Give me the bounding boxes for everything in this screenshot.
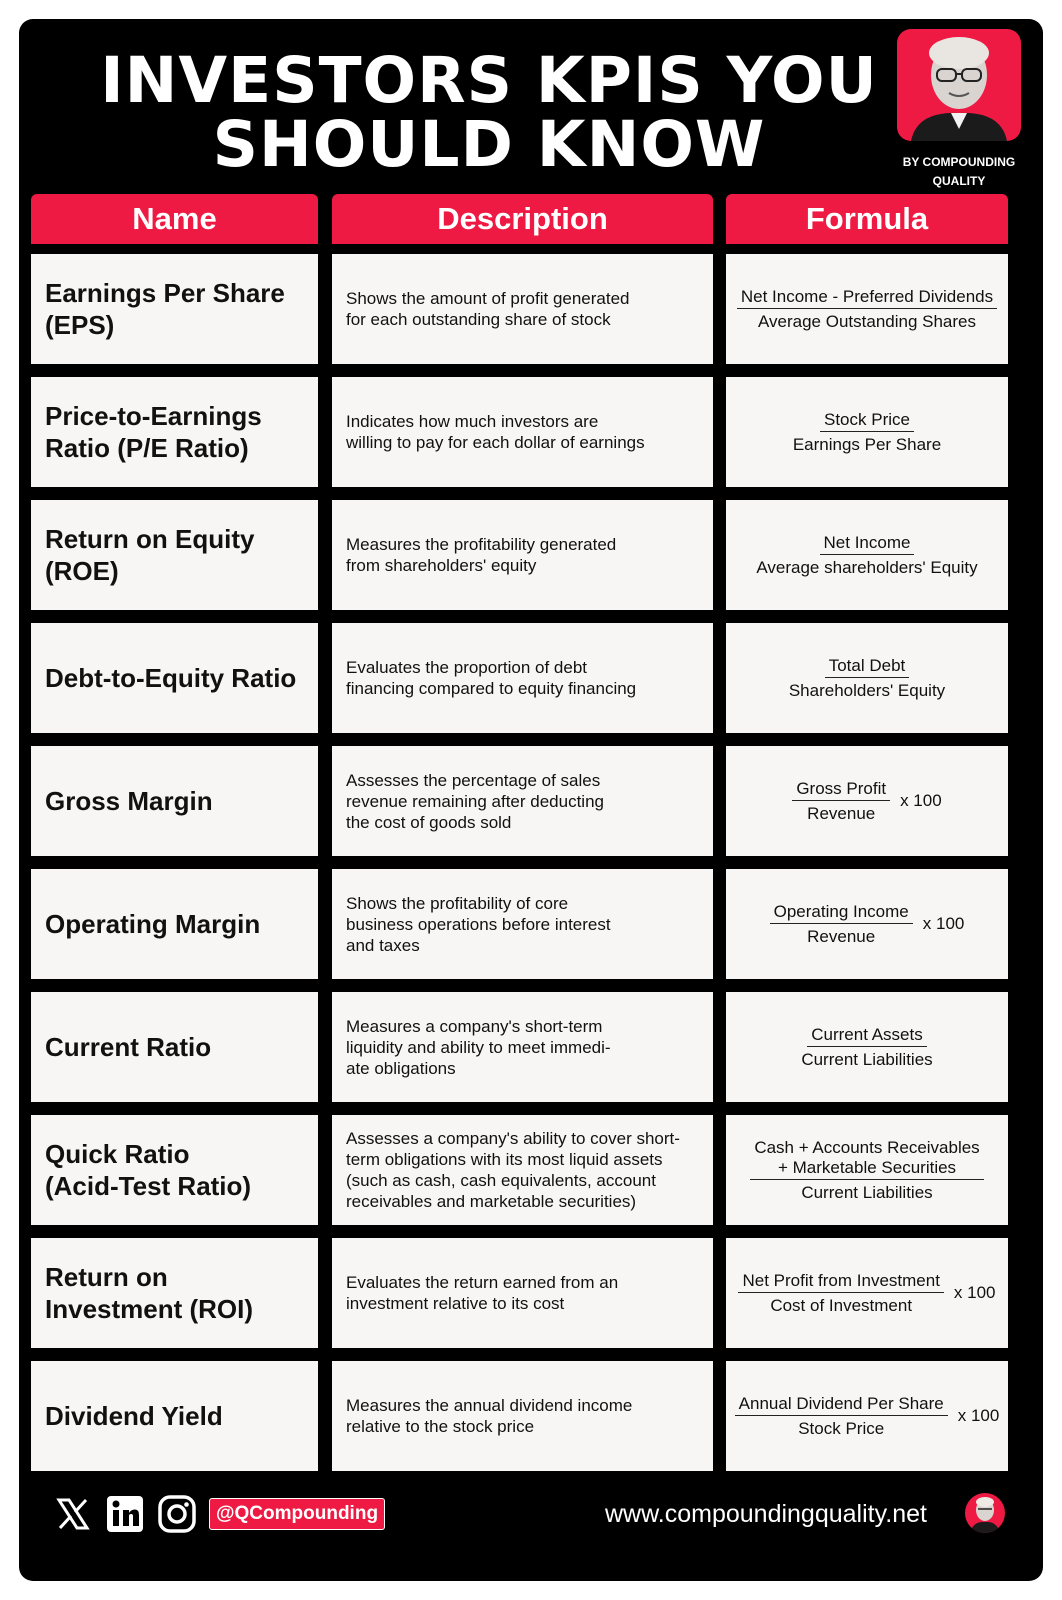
formula-fraction [750,1138,983,1203]
column-header-name: Name [31,194,318,244]
formula-denominator: Earnings Per Share [792,434,942,454]
kpi-formula-cell [726,1115,1008,1225]
kpi-description-cell [332,500,713,610]
formula-fraction [770,902,913,947]
kpi-formula-cell [726,992,1008,1102]
kpi-description: Shows the amount of profit generated for each outstanding share of stock [346,289,630,329]
kpi-formula [792,779,941,824]
kpi-description-cell [332,1361,713,1471]
column-header-formula: Formula [726,194,1008,244]
table-row [19,1238,1043,1348]
formula-denominator: Revenue [807,926,876,946]
social-links [53,1494,385,1534]
formula-fraction [797,1025,936,1070]
kpi-description-cell [332,1238,713,1348]
kpi-name-cell [31,500,318,610]
kpi-name: Debt-to-Equity Ratio [45,663,297,693]
formula-numerator: Current Assets [807,1025,927,1047]
title-line-1: INVESTORS KPIS YOU [100,44,878,117]
kpi-description: Measures the profitability generated from shareholders' equity [346,535,617,575]
formula-denominator: Cost of Investment [770,1295,913,1315]
page-title [59,44,919,181]
linkedin-icon[interactable] [105,1494,145,1534]
kpi-formula-cell [726,377,1008,487]
table-row [19,623,1043,733]
formula-numerator: Net Income - Preferred Dividends [737,287,997,309]
kpi-name-cell [31,992,318,1102]
kpi-formula-cell [726,746,1008,856]
kpi-description-cell [332,254,713,364]
formula-numerator: Total Debt [825,656,910,678]
kpi-formula [789,410,945,455]
formula-denominator: Average shareholders' Equity [756,557,978,577]
social-handle-badge[interactable]: @QCompounding [209,1498,385,1530]
formula-fraction [738,1271,943,1316]
formula-denominator: Shareholders' Equity [788,680,946,700]
table-row [19,254,1043,364]
formula-multiplier: x 100 [953,1283,996,1302]
table-row [19,1115,1043,1225]
formula-numerator: Operating Income [770,902,913,924]
kpi-description: Measures a company's short-term liquidity and ability to meet immedi- ate obligations [346,1016,611,1078]
kpi-description: Shows the profitability of core business operations before interest and taxes [346,893,611,955]
kpi-formula [738,1271,995,1316]
kpi-description: Evaluates the return earned from an investment relative to its cost [346,1273,619,1313]
kpi-name: Return on Investment (ROI) [45,1262,254,1324]
kpi-name: Dividend Yield [45,1401,223,1431]
kpi-description-cell [332,869,713,979]
table-row [19,1361,1043,1471]
formula-denominator: Average Outstanding Shares [758,311,976,331]
formula-fraction [785,656,949,701]
kpi-description: Measures the annual dividend income relative to the stock price [346,1396,633,1436]
website-link[interactable]: www.compoundingquality.net [605,1500,927,1528]
kpi-formula-cell [726,1238,1008,1348]
kpi-formula [750,1138,983,1203]
kpi-name-cell [31,746,318,856]
kpi-name: Current Ratio [45,1032,212,1062]
kpi-formula [752,533,981,578]
kpi-description-cell [332,623,713,733]
kpi-description: Evaluates the proportion of debt financing compared to equity financing [346,658,637,698]
formula-numerator: Gross Profit [792,779,890,801]
brand-mini-logo [965,1493,1005,1533]
formula-numerator: Stock Price [820,410,914,432]
formula-numerator: Cash + Accounts Receivables + Marketable Securities [750,1138,983,1180]
kpi-formula-cell [726,254,1008,364]
kpi-name: Earnings Per Share (EPS) [45,278,285,340]
kpi-name: Gross Margin [45,786,213,816]
kpi-formula-cell [726,869,1008,979]
kpi-formula [797,1025,936,1070]
table-row [19,377,1043,487]
portrait-mini-icon [965,1493,1005,1533]
kpi-formula-cell [726,1361,1008,1471]
formula-numerator: Net Income [820,533,915,555]
portrait-icon [897,29,1021,141]
formula-denominator: Stock Price [798,1418,885,1438]
title-line-2: SHOULD KNOW [212,108,766,181]
kpi-description-cell [332,746,713,856]
kpi-name: Operating Margin [45,909,261,939]
brand-caption: BY COMPOUNDING QUALITY [902,155,1016,188]
kpi-name: Price-to-Earnings Ratio (P/E Ratio) [45,401,262,463]
kpi-formula [735,1394,1000,1439]
infographic-card [19,19,1043,1581]
kpi-name-cell [31,1115,318,1225]
table-row [19,746,1043,856]
kpi-name-cell [31,1238,318,1348]
column-header-description: Description [332,194,713,244]
formula-fraction [737,287,997,332]
kpi-formula-cell [726,623,1008,733]
kpi-name-cell [31,623,318,733]
table-row [19,500,1043,610]
brand-portrait-logo [897,29,1021,141]
kpi-description: Assesses the percentage of sales revenue remaining after deducting the cost of goods sold [346,770,604,832]
kpi-name-cell [31,254,318,364]
kpi-formula-cell [726,500,1008,610]
formula-numerator: Annual Dividend Per Share [735,1394,948,1416]
formula-denominator: Current Liabilities [801,1049,933,1069]
formula-numerator: Net Profit from Investment [738,1271,943,1293]
kpi-description-cell [332,992,713,1102]
kpi-name: Return on Equity (ROE) [45,524,255,586]
formula-multiplier: x 100 [957,1406,1000,1425]
x-logo-icon[interactable] [53,1494,93,1534]
formula-denominator: Revenue [807,803,876,823]
kpi-description-cell [332,377,713,487]
kpi-name: Quick Ratio (Acid-Test Ratio) [45,1139,252,1201]
kpi-name-cell [31,1361,318,1471]
instagram-icon[interactable] [157,1494,197,1534]
kpi-description: Indicates how much investors are willing to pay for each dollar of earnings [346,412,645,452]
kpi-description-cell [332,1115,713,1225]
table-row [19,869,1043,979]
kpi-formula [785,656,949,701]
kpi-description: Assesses a company's ability to cover short- term obligations with its most liquid assets (such as cash, cash equivalents, account receivables and marketable securities) [346,1129,680,1211]
kpi-formula [770,902,965,947]
formula-fraction [789,410,945,455]
kpi-name-cell [31,377,318,487]
formula-fraction [792,779,890,824]
formula-multiplier: x 100 [900,791,942,810]
table-row [19,992,1043,1102]
formula-fraction [752,533,981,578]
formula-fraction [735,1394,948,1439]
kpi-name-cell [31,869,318,979]
kpi-formula [737,287,997,332]
formula-denominator: Current Liabilities [801,1182,933,1202]
formula-multiplier: x 100 [922,914,965,933]
